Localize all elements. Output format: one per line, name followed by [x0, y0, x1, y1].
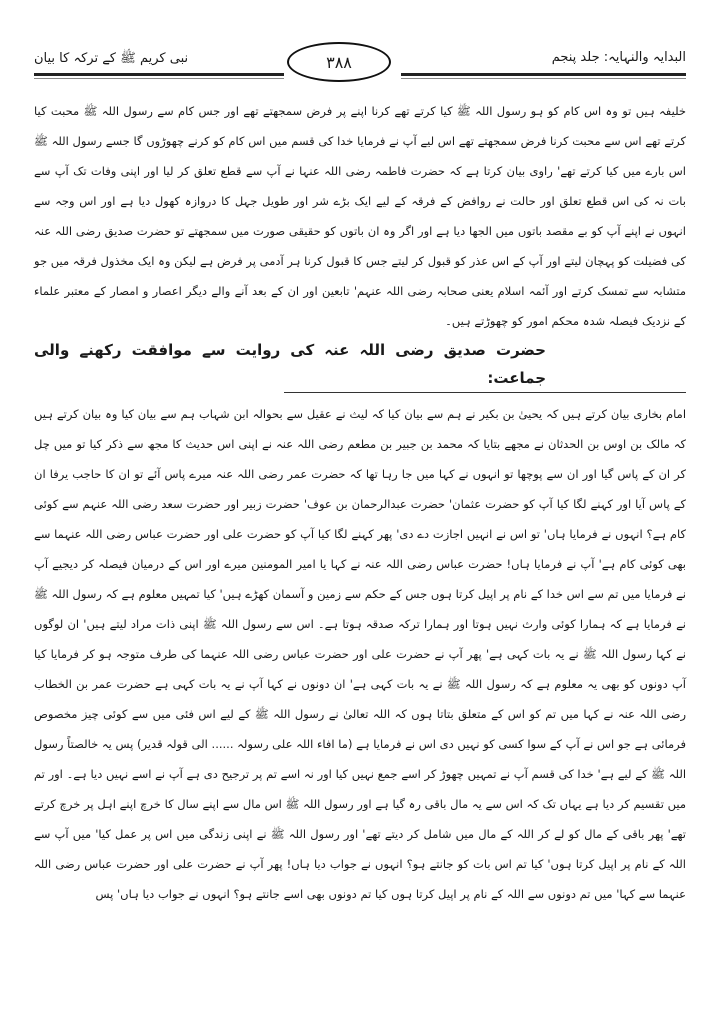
header-subrule-right [401, 78, 686, 79]
text-line: یہ معلوم ہے کہ رسول اللہ ﷺ نے یہ بات کہی ہے' ان دونوں نے کہا آپ نے یہ بات کہی ہے حضرت عمر بن الخطاب رضی اللہ عنہ نے کہا [34, 677, 687, 721]
page-header [34, 40, 686, 88]
text-line: اللہ ﷺ اس بارے میں کیا کرتے تھے' راوی بیان کرتا ہے کہ حضرت فاطمہ رضی اللہ عنہا نے آپ سے قطع تعلق کر لیا اور اپنی وفات تک [34, 134, 686, 178]
header-subrule-left [34, 78, 284, 79]
paragraph-2 [34, 399, 686, 909]
text-line: جو متشابہ سے تمسک کرتے اور آئمہ اسلام یعنی صحابہ رضی اللہ عنہم' تابعین اور ان کے بعد آنے والے دیگر اعصار و امصار کے معتبر علماء کے [34, 254, 686, 328]
text-line: آپ سے بات نہ کی اس قطع تعلق اور حالت نے روافض کے فرقہ کے لیے ایک بڑے شر اور طویل جہل کا دروازہ کھول دیا ہے اور [34, 164, 686, 208]
text-line: آپ کے سوا کسی کو نہیں دی اس نے فرمایا ہے (ما افاء اللہ علی رسولہ ...... الی قولہ قدیر) پس یہ خالصتاً رسول اللہ ﷺ [34, 737, 687, 781]
text-line: عباس رضی اللہ عنہما سے کہا' میں تم دونوں سے اللہ کے نام پر اپیل کرتا ہوں کیا تم دونوں بھی اسے جانتے ہو؟ انہوں نے جواب دیا ہاں' پس [34, 857, 686, 901]
text-line: ہے' آپ نے فرمایا ہاں! حضرت عباس رضی اللہ عنہ نے کہا یا امیر المومنین میرے اور اس کے درمیان فیصلہ کر دیجیے آپ نے فرمایا میں تم [34, 557, 686, 601]
text-line: رضی اللہ عنہ کی فضیلت کو پہچان لیتے اور آپ کے اس عذر کو قبول کر لیتے جس کا قبول کرنا ہر آدمی پر فرض ہے لیکن وہ ایک مخذول فرقہ میں [34, 224, 687, 268]
section-heading: حضرت صدیق رضی اللہ عنہ کی روایت سے موافقت رکھنے والی جماعت: [34, 341, 546, 387]
text-line: تقسیم کر دیا ہے یہاں تک کہ اس سے یہ مال باقی رہ گیا ہے اور رسول اللہ ﷺ اس مال سے اپنے سال کا خرچ اپنے اہل پر خرچ [59, 797, 664, 811]
page-number: ۳۸۸ [287, 42, 391, 82]
text-line: سے اس خدا کے نام پر اپیل کرتا ہوں جس کے حکم سے زمین و آسمان کھڑے ہیں' کیا تمہیں معلوم ہے کہ رسول اللہ ﷺ نے فرمایا [34, 587, 687, 631]
text-line: خلیفہ ہیں تو وہ اس کام کو ہو رسول اللہ ﷺ کیا کرتے تھے کرنا اپنے پر فرض سمجھتے تھے اور جس کام سے رسول اللہ ﷺ محبت کیا [34, 104, 686, 118]
text-line: اس وجہ سے انہوں نے اپنے آپ کو بے مقصد باتوں میں الجھا دیا ہے اور اگر وہ ان باتوں کو حقیقی صورت میں سمجھتے تو حضرت صدیق [34, 194, 686, 238]
text-line: کے پاس آیا اور کہنے لگا کیا آپ کو حضرت عثمان' حضرت عبدالرحمان بن عوف' حضرت زبیر اور حضرت سعد رضی اللہ عنہم سے کوئی کام ہے؟ [34, 497, 687, 541]
header-rule-left [34, 73, 284, 76]
text-line: انہوں نے فرمایا ہاں' تو اس نے انہیں اجازت دے دی' پھر کہنے لگا کیا آپ کو حضرت علی اور حضرت عباس رضی اللہ عنہما سے بھی کوئی کام [34, 527, 686, 571]
text-line: ہے کہ ہمارا کوئی وارث نہیں ہوتا اور ہمارا ترکہ صدقہ ہوتا ہے۔ اس سے رسول اللہ ﷺ اپنی ذات مراد لیتے ہیں' ان لوگوں نے کہا [34, 617, 687, 661]
header-rule-right [401, 73, 686, 76]
paragraph-1 [34, 96, 686, 336]
page-body [34, 96, 686, 909]
text-line: کرتے تھے' پھر باقی کے مال کو لے کر اللہ کے مال میں شامل کر دیتے تھے' اور رسول اللہ ﷺ نے اپنی زندگی میں اس پر عمل کیا' میں [34, 797, 686, 841]
text-line: امام بخاری بیان کرتے ہیں کہ یحییٰ بن بکیر نے ہم سے بیان کیا کہ لیث نے عقیل سے بحوالہ ابن شہاب ہم سے بیان کیا وہ [105, 407, 687, 421]
heading-underline [284, 392, 686, 393]
text-line: آپ سے اللہ کے نام پر اپیل کرتا ہوں' کیا تم اس بات کو جانتے ہو؟ انہوں نے جواب دیا ہاں! پھر آپ نے حضرت علی اور حضرت [34, 827, 686, 871]
text-line: میں تم کو اس کے متعلق بتاتا ہوں کہ اللہ تعالیٰ نے رسول اللہ ﷺ کے لیے اس فئی میں سے کوئی چیز مخصوص فرمائی ہے جو اس نے [34, 707, 687, 751]
text-line: نزدیک فیصلہ شدہ محکم امور کو چھوڑتے ہیں۔ [445, 314, 671, 328]
book-title: البدایہ والنہایہ: جلد پنجم [551, 50, 686, 65]
text-line: چل کر ان کے پاس گیا اور ان سے پوچھا تو انہوں نے کہا میں جا رہا تھا کہ حضرت عمر رضی اللہ عنہ میرے پاس آئے تو ان کا حاجب یرفا ان [34, 437, 686, 481]
chapter-title: نبی کریم ﷺ کے ترکہ کا بیان [34, 51, 189, 66]
text-line: بیان کرتے ہیں کہ مالک بن اوس بن الحدثان نے مجھے بتایا کہ محمد بن جبیر بن مطعم رضی اللہ عنہ نے اپنی اس حدیث کا مجھ سے ذکر کیا تو میں [34, 407, 687, 451]
text-line: کے لیے ہے' خدا کی قسم آپ نے تمہیں چھوڑ کر اسے جمع نہیں کیا اور نہ اسے تم پر ترجیح دی ہے آپ نے اسے نہیں دیا ہے۔ اور تم میں [34, 767, 687, 811]
text-line: رسول اللہ ﷺ نے یہ بات کہی ہے' پھر آپ نے حضرت علی اور حضرت عباس رضی اللہ عنہما کی طرف متوجہ ہو کر فرمایا کیا آپ دونوں کو بھی [34, 647, 686, 691]
text-line: کرتے تھے اس سے محبت کرنا فرض سمجھتے تھے اس لیے آپ نے فرمایا خدا کی قسم میں اس کام کو کرنے چھوڑوں گا جسے رسول [72, 134, 687, 148]
